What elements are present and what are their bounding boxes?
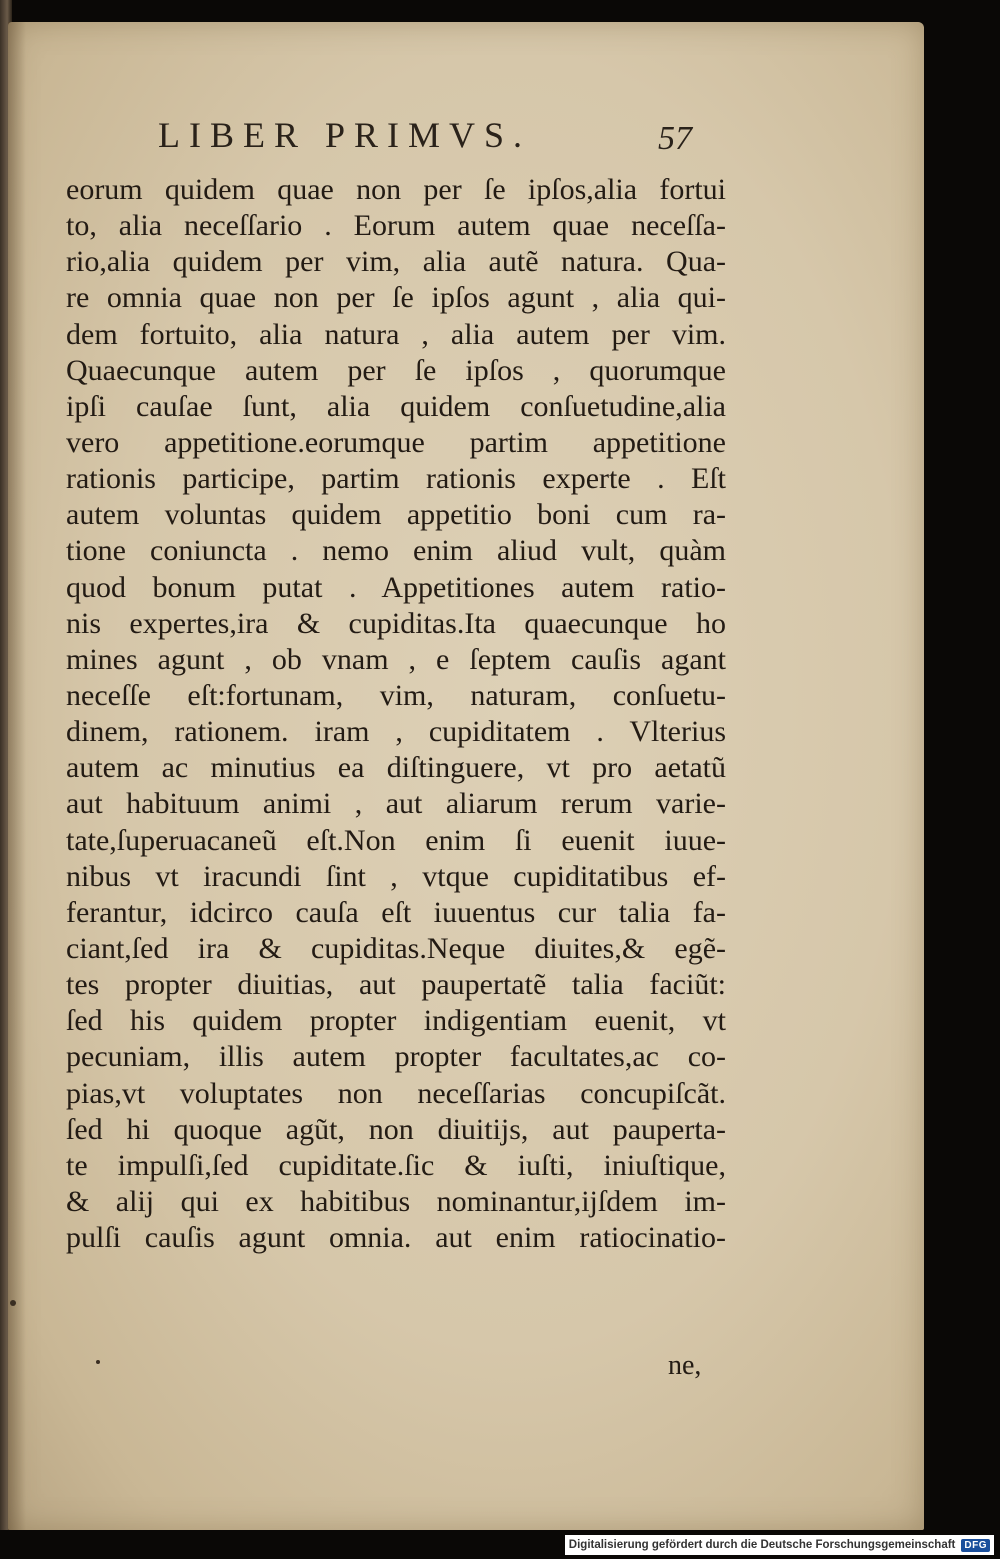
text-line: dinem, rationem. iram , cupiditatem . Vlterius [66, 715, 726, 749]
text-line: rio,alia quidem per vim, alia autẽ natura. Qua- [66, 245, 726, 279]
text-line: Quaecunque autem per ſe ipſos , quorumque [66, 353, 726, 387]
digitization-footer [565, 1535, 994, 1555]
text-line: rationis participe, partim rationis experte . Eſt [66, 462, 726, 496]
text-line: te impulſi,ſed cupiditate.ſic & iuſti, iniuſtique, [66, 1148, 726, 1182]
text-line: tes propter diuitias, aut paupertatẽ talia faciũt: [66, 968, 726, 1002]
text-line: pulſi cauſis agunt omnia. aut enim ratiocinatio- [66, 1221, 726, 1255]
catchword: ne, [668, 1350, 702, 1381]
text-line: dem fortuito, alia natura , alia autem per vim. [66, 317, 726, 351]
text-line: aut habituum animi , aut aliarum rerum varie- [66, 787, 726, 821]
text-line: eorum quidem quae non per ſe ipſos,alia fortui [66, 173, 726, 206]
text-line: tate,ſuperuacaneũ eſt.Non enim ſi euenit iuue- [66, 823, 726, 857]
text-line: neceſſe eſt:fortunam, vim, naturam, conſuetu- [66, 678, 726, 712]
text-line: ſed his quidem propter indigentiam euenit, vt [66, 1004, 726, 1038]
text-line: to, alia neceſſario . Eorum autem quae neceſſa- [66, 209, 726, 243]
paper-page [8, 22, 924, 1530]
text-line: ferantur, idcirco cauſa eſt iuuentus cur talia fa- [66, 895, 726, 929]
page-number: 57 [658, 120, 692, 157]
text-line: mines agunt , ob vnam , e ſeptem cauſis agant [66, 642, 726, 676]
ink-spot [10, 1300, 16, 1306]
body-text [66, 172, 726, 1256]
running-head: LIBER PRIMVS. [158, 115, 532, 155]
text-line: vero appetitione.eorumque partim appetitione [66, 425, 726, 459]
text-line: & alij qui ex habitibus nominantur,ijſdem im- [66, 1184, 726, 1218]
dfg-logo: DFG [961, 1539, 990, 1552]
text-line: pecuniam, illis autem propter facultates,ac co- [66, 1040, 726, 1074]
text-line: ciant,ſed ira & cupiditas.Neque diuites,& egẽ- [66, 931, 726, 965]
ink-spot [96, 1360, 100, 1364]
text-line: autem ac minutius ea diſtinguere, vt pro aetatũ [66, 751, 726, 785]
text-line: ſed hi quoque agũt, non diuitijs, aut pauperta- [66, 1112, 726, 1146]
text-line: quod bonum putat . Appetitiones autem ratio- [66, 570, 726, 604]
text-line: tione coniuncta . nemo enim aliud vult, quàm [66, 534, 726, 568]
text-line: autem voluntas quidem appetitio boni cum ra- [66, 498, 726, 532]
text-line: ipſi cauſae ſunt, alia quidem conſuetudine,alia [66, 389, 726, 423]
text-line: nis expertes,ira & cupiditas.Ita quaecunque ho [66, 606, 726, 640]
text-line: pias,vt voluptates non neceſſarias concupiſcãt. [66, 1076, 726, 1110]
text-line: re omnia quae non per ſe ipſos agunt , alia qui- [66, 281, 726, 315]
text-line: nibus vt iracundi ſint , vtque cupiditatibus ef- [66, 859, 726, 893]
funding-credit: Digitalisierung gefördert durch die Deutsche Forschungsgemeinschaft [568, 1539, 956, 1551]
